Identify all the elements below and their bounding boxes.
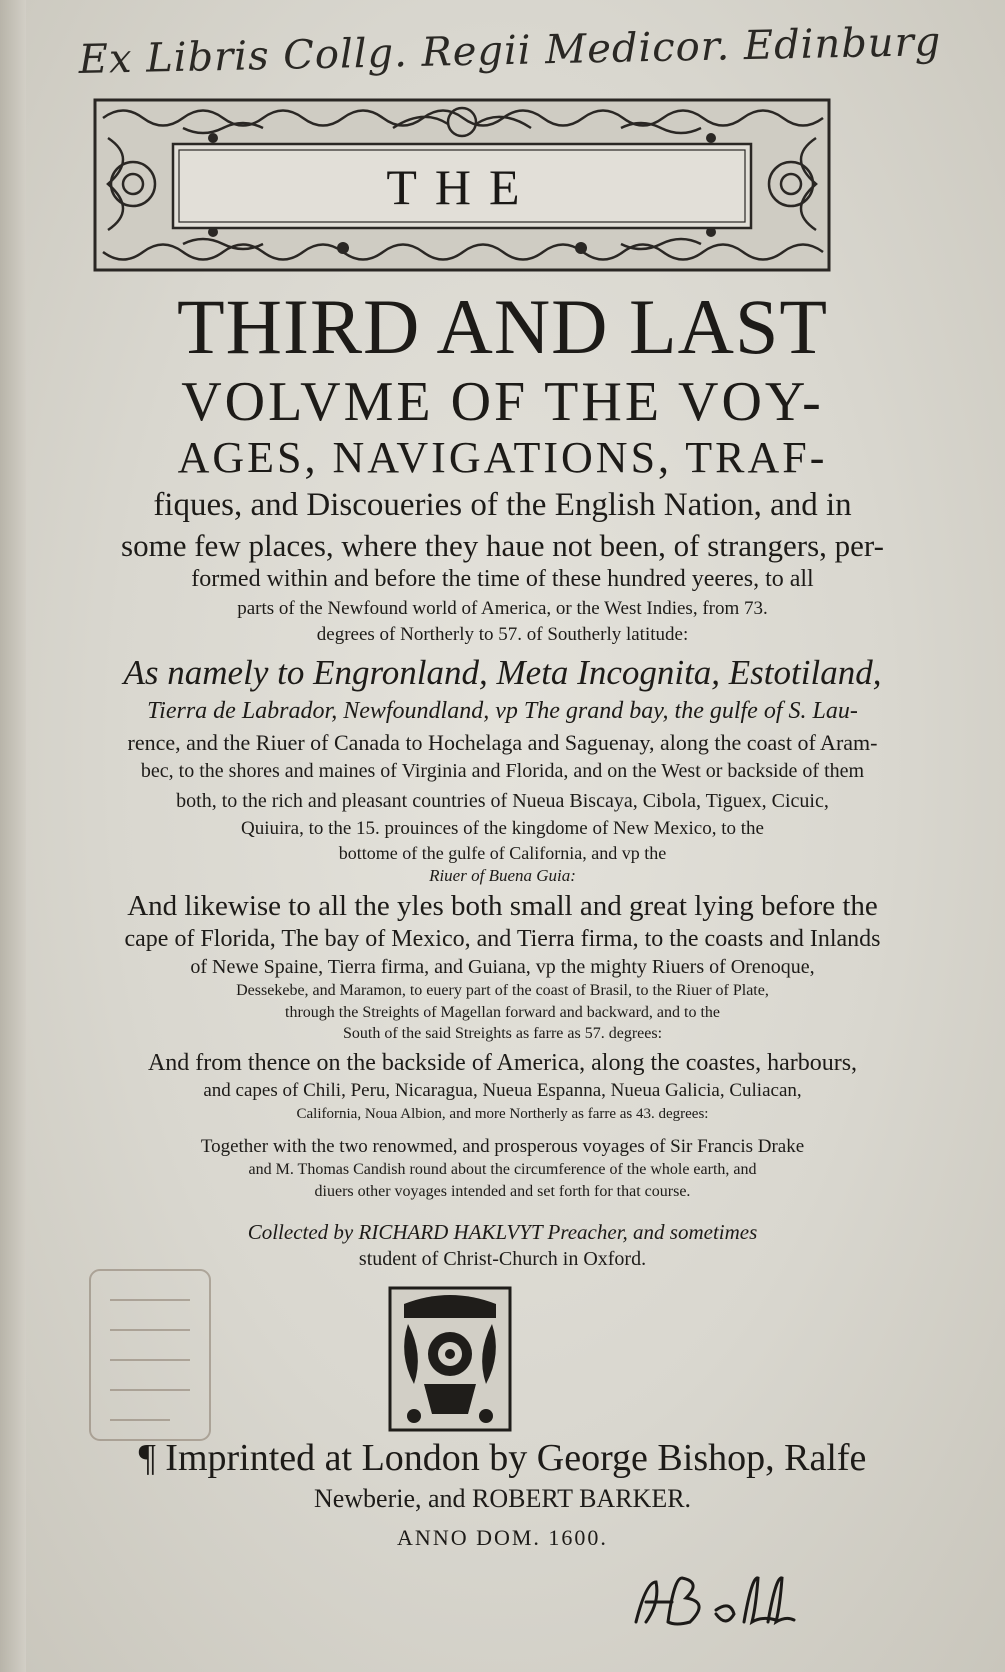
title-line-2: VOLVME OF THE VOY-	[181, 371, 824, 433]
text-line: through the Streights of Magellan forward and backward, and to the	[285, 1004, 720, 1021]
page-edge-shadow	[0, 0, 26, 1672]
text-line: As namely to Engronland, Meta Incognita, Estotiland,	[123, 653, 882, 692]
text-line: degrees of Northerly to 57. of Southerly latitude:	[316, 624, 689, 645]
ornamental-banner	[93, 98, 831, 272]
text-line: bec, to the shores and maines of Virginia and Florida, and on the West or backside of them	[140, 760, 865, 782]
text-line: Quiuira, to the 15. prouinces of the kingdome of New Mexico, to the	[241, 818, 764, 839]
text-line: And from thence on the backside of America, along the coastes, harbours,	[147, 1050, 858, 1076]
text-line: Dessekebe, and Maramon, to euery part of the coast of Brasil, to the Riuer of Plate,	[236, 982, 769, 999]
text-line: Riuer of Buena Guia:	[429, 866, 576, 885]
imprint-date: ANNO DOM. 1600.	[397, 1525, 608, 1550]
text-line: fiques, and Discoueries of the English Nation, and in	[153, 487, 852, 523]
text-line: Together with the two renowmed, and prosperous voyages of Sir Francis Drake	[200, 1136, 805, 1157]
text-line: cape of Florida, The bay of Mexico, and Tierra firma, to the coasts and Inlands	[124, 926, 881, 952]
text-line: and M. Thomas Candish round about the circumference of the whole earth, and	[248, 1161, 757, 1178]
text-line: rence, and the Riuer of Canada to Hochelaga and Saguenay, along the coast of Aram-	[127, 730, 878, 755]
text-line: and capes of Chili, Peru, Nicaragua, Nueua Espanna, Nueua Galicia, Culiacan,	[203, 1080, 802, 1101]
text-line: formed within and before the time of these hundred yeeres, to all	[191, 566, 814, 592]
text-line: of Newe Spaine, Tierra firma, and Guiana, vp the mighty Riuers of Orenoque,	[190, 956, 815, 978]
text-line: And likewise to all the yles both small and great lying before the	[127, 890, 878, 922]
handwritten-inscription: Ex Libris Collg. Regii Medicor. Edinburg	[78, 18, 942, 84]
text-line: parts of the Newfound world of America, or the West Indies, from 73.	[237, 598, 768, 619]
text-line: bottome of the gulfe of California, and vp the	[338, 843, 667, 863]
imprint-line-2: Newberie, and ROBERT BARKER.	[313, 1484, 692, 1513]
imprint-line-1: ¶ Imprinted at London by George Bishop, Ralfe	[138, 1437, 867, 1479]
collected-line-2: student of Christ-Church in Oxford.	[358, 1248, 647, 1270]
text-line: diuers other voyages intended and set forth for that course.	[314, 1183, 691, 1200]
title-line-1: THIRD AND LAST	[177, 283, 828, 370]
text-line: both, to the rich and pleasant countries of Nueua Biscaya, Cibola, Tiguex, Cicuic,	[176, 790, 829, 812]
collected-line-1: Collected by RICHARD HAKLVYT Preacher, and sometimes	[247, 1220, 758, 1244]
title-line-3: AGES, NAVIGATIONS, TRAF-	[177, 433, 828, 482]
text-line: some few places, where they haue not been, of strangers, per-	[121, 528, 884, 563]
text-line: Tierra de Labrador, Newfoundland, vp The grand bay, the gulfe of S. Lau-	[147, 698, 858, 724]
handwritten-signature-icon	[628, 1572, 798, 1632]
text-line: South of the said Streights as farre as 57. degrees:	[342, 1025, 663, 1042]
text-line: California, Noua Albion, and more Northerly as farre as 43. degrees:	[296, 1106, 709, 1122]
banner-word: THE	[386, 159, 538, 215]
printers-device-icon	[384, 1284, 516, 1434]
faded-stamp-icon	[70, 1260, 230, 1450]
